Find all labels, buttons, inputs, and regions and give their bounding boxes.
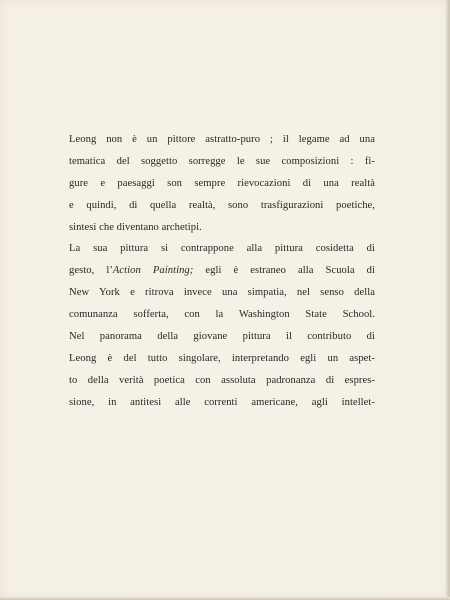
italic-title: Action Painting;: [112, 265, 194, 277]
text-line: La sua pittura si contrappone alla pittura cosidetta di: [69, 243, 375, 255]
text-line: sione, in antitesi alle correnti americane, agli intellet-: [69, 396, 375, 408]
text-line: Nel panorama della giovane pittura il contributo di: [69, 331, 375, 343]
text-line: gure e paesaggi son sempre rievocazioni di una realtà: [69, 177, 375, 189]
text-line: Leong non è un pittore astratto-puro ; il legame ad una: [69, 134, 375, 145]
text-line: Leong è del tutto singolare, interpretando egli un aspet-: [69, 352, 375, 364]
text-line: tematica del soggetto sorregge le sue composizioni : fi-: [69, 155, 375, 167]
text-line: to della verità poetica con assoluta padronanza di espres-: [69, 374, 375, 386]
text-line: sintesi che diventano archetipi.: [69, 221, 202, 233]
body-text: [69, 129, 375, 414]
text-line: comunanza sofferta, con la Washington State School.: [69, 309, 375, 321]
text-segment: egli è estraneo alla Scuola di: [193, 265, 375, 277]
text-line: e quindi, di quella realtà, sono trasfigurazioni poetiche,: [69, 199, 375, 211]
text-segment: gesto, l’: [69, 265, 113, 277]
text-line: New York e ritrova invece una simpatia, nel senso della: [69, 287, 375, 299]
page-edge-right: [446, 0, 450, 600]
text-line-with-italic: [69, 260, 375, 282]
